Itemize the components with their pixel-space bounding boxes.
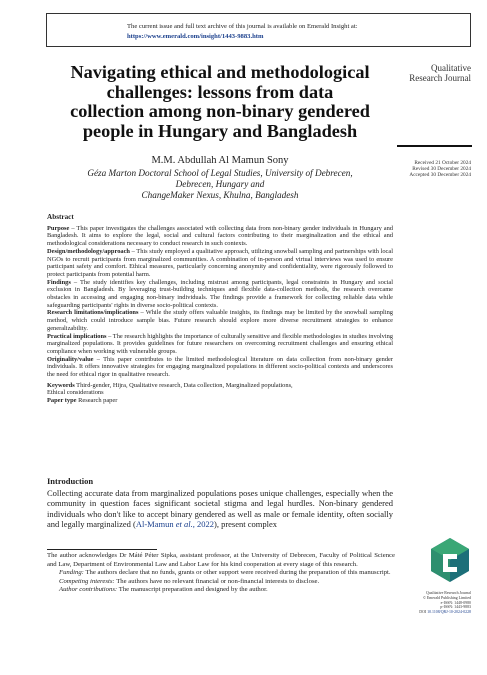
publisher-line: e-ISSN: 1448-0980 bbox=[440, 600, 471, 605]
contributions-label: Author contributions: bbox=[59, 586, 118, 594]
paper-type-label: Paper type bbox=[47, 397, 77, 405]
funding-label: Funding: bbox=[59, 569, 84, 577]
doi-link[interactable]: 10.1108/QRJ-10-2024-0228 bbox=[427, 610, 471, 615]
originality-label: Originality/value bbox=[47, 355, 94, 363]
practical-text: – The research highlights the importance of culturally sensitive and flexible methodologies in studies involving marginalized populations. It provides guidelines for future researchers on overcoming recruitment challenges and ensuring ethical compliance when working with vulnerable groups. bbox=[47, 332, 393, 355]
journal-availability-banner bbox=[46, 13, 471, 47]
doi-line bbox=[371, 610, 471, 615]
abstract-purpose bbox=[47, 225, 393, 248]
journal-logo-icon bbox=[430, 537, 470, 583]
purpose-text: – This paper investigates the challenges associated with collecting data from non-binary gender individuals in Hungary and Bangladesh. It aims to explore the legal, social and cultural factors contributing to their marginalization and the ethical and methodological considerations necessary to conduct research in such contexts. bbox=[47, 224, 393, 248]
limitations-label: Research limitations/implications bbox=[47, 309, 139, 317]
keywords-label: Keywords bbox=[47, 381, 75, 389]
design-text: – This study employed a qualitative approach, utilizing snowball sampling and partnerships with local NGOs to recruit participants from marginalized communities. A combination of in-person and virtual interviews was used to ensure participant safety and comfort. Ethical measures, particularly concerning anonymity and confidentiality, were rigorously followed to protect participants from potential harm. bbox=[47, 247, 393, 278]
affiliation-line: ChangeMaker Nexus, Khulna, Bangladesh bbox=[141, 190, 299, 200]
title-line: people in Hungary and Bangladesh bbox=[82, 120, 358, 141]
banner-link[interactable]: https://www.emerald.com/insight/1443-9883.htm bbox=[127, 33, 264, 40]
journal-name-line: Qualitative bbox=[431, 63, 471, 73]
title-line: collection among non-binary gendered bbox=[70, 101, 370, 121]
findings-label: Findings bbox=[47, 278, 71, 286]
title-line: challenges: lessons from data bbox=[106, 81, 334, 102]
abstract-keywords bbox=[47, 382, 393, 397]
contributions-text: The manuscript preparation and designed by the author. bbox=[117, 586, 268, 594]
author-name: M.M. Abdullah Al Mamun Sony bbox=[151, 155, 289, 166]
introduction-heading: Introduction bbox=[47, 476, 94, 486]
abstract-section bbox=[47, 214, 393, 405]
footnote-divider bbox=[47, 549, 157, 550]
introduction-section bbox=[47, 476, 393, 530]
funding-note bbox=[47, 569, 395, 578]
purpose-label: Purpose bbox=[47, 224, 70, 232]
doi-label: DOI bbox=[419, 610, 428, 615]
publisher-line: Qualitative Research Journal bbox=[426, 591, 471, 595]
banner-text: The current issue and full text archive of this journal is available on Emerald Insight at: bbox=[127, 23, 358, 30]
abstract-heading: Abstract bbox=[47, 213, 74, 221]
author-contributions-note bbox=[47, 586, 395, 595]
findings-text: – The study identifies key challenges, including mistrust among participants, legal constraints in Hungary and social exclusion in Bangladesh. By leveraging trust-building techniques and flexible data-collection methods, the research overcame obstacles in accessing and engaging non-binary individuals. The findings provide a framework for collecting reliable data while safeguarding participants' rights in diverse socio-political contexts. bbox=[47, 278, 393, 309]
article-history bbox=[381, 160, 471, 179]
publisher-line: p-ISSN: 1443-9883 bbox=[440, 605, 471, 610]
keywords-text: Third-gender, Hijra, Qualitative research, Data collection, Marginalized populations, bbox=[74, 381, 293, 389]
revised-date: Revised 30 December 2024 bbox=[412, 166, 471, 173]
affiliation-line: Géza Marton Doctoral School of Legal Studies, University of Debrecen, bbox=[87, 168, 353, 178]
abstract-design bbox=[47, 248, 393, 279]
originality-text: – This paper contributes to the limited methodological literature on data collection from non-binary gender individuals. It offers innovative strategies for engaging marginalized populations in different socio-political contexts and underscores the need for ethical rigor in qualitative research. bbox=[47, 355, 393, 379]
competing-text: The authors have no relevant financial or non-financial interests to disclose. bbox=[114, 577, 320, 585]
intro-text: Collecting accurate data from marginalized populations poses unique challenges, especially when the community in question faces significant societal stigma and legal hurdles. Non-binary gendered individuals who don't like to accept binary gendered as well as male or female identity, often socially and legally marginalized ( bbox=[47, 487, 393, 530]
design-label: Design/methodology/approach bbox=[47, 247, 130, 255]
cite-etal: et al. bbox=[175, 519, 193, 530]
journal-name-line: Research Journal bbox=[409, 73, 471, 83]
citation-link[interactable] bbox=[136, 519, 214, 529]
competing-interests-note bbox=[47, 578, 395, 587]
paper-type-text: Research paper bbox=[76, 397, 118, 405]
footnotes bbox=[47, 552, 395, 595]
title-line: Navigating ethical and methodological bbox=[70, 62, 370, 82]
abstract-findings bbox=[47, 279, 393, 310]
accepted-date: Accepted 30 December 2024 bbox=[409, 172, 471, 179]
introduction-text bbox=[47, 488, 393, 530]
cite-author: Al-Mamun bbox=[135, 519, 176, 530]
publisher-info bbox=[371, 591, 471, 615]
limitations-text: – While the study offers valuable insights, its findings may be limited by the snowball sampling method, which could introduce sample bias. Future research should explore more diverse recruitment strategies to enhance generalizability. bbox=[47, 309, 393, 332]
affiliation-line: Debrecen, Hungary and bbox=[175, 179, 265, 189]
received-date: Received 21 October 2024 bbox=[414, 160, 471, 166]
abstract-paper-type bbox=[47, 397, 393, 405]
article-title bbox=[46, 63, 394, 141]
practical-label: Practical implications bbox=[47, 332, 107, 340]
intro-text: ), present complex bbox=[213, 519, 278, 530]
funding-text: The authors declare that no funds, grants or other support were received during the preparation of this manuscript. bbox=[83, 569, 391, 577]
cite-year: , 2022 bbox=[192, 519, 214, 530]
abstract-limitations bbox=[47, 309, 393, 332]
abstract-originality bbox=[47, 356, 393, 379]
abstract-practical bbox=[47, 333, 393, 356]
author-affiliation bbox=[46, 168, 394, 201]
acknowledgement: The author acknowledges Dr Máté Péter Sipka, assistant professor, at the University of Debrecen, Faculty of Political Science and Law, Department of Environmental Law and Labor Law for his kind cooperation at every stage of this research. bbox=[47, 552, 395, 568]
keywords-text: Ethical considerations bbox=[47, 389, 104, 397]
competing-label: Competing interests: bbox=[59, 577, 115, 585]
journal-name bbox=[381, 63, 471, 83]
publisher-line: © Emerald Publishing Limited bbox=[422, 595, 471, 600]
journal-divider bbox=[397, 145, 472, 147]
